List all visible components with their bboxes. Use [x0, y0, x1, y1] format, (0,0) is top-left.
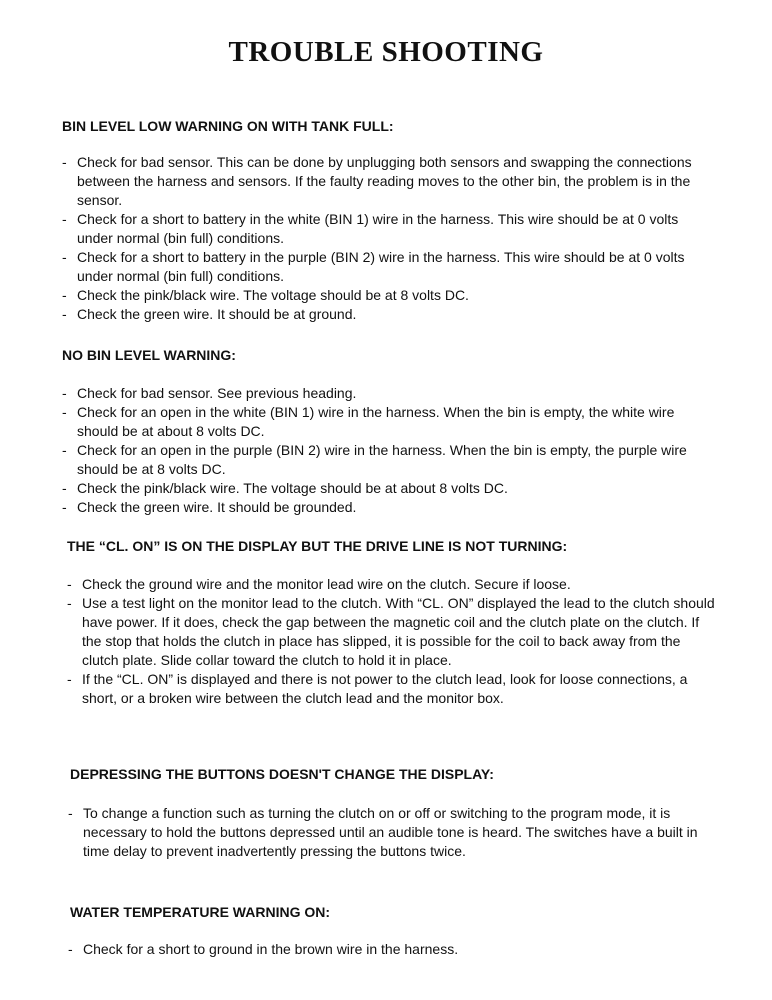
section-list-buttons — [68, 804, 718, 861]
list-item: - If the “CL. ON” is displayed and there is not power to the clutch lead, look for loose connections, a short, or a broken wire between the clutch lead and the monitor box. — [67, 670, 717, 708]
section-heading-water-temperature: WATER TEMPERATURE WARNING ON: — [70, 904, 331, 920]
list-item: - Check for a short to battery in the white (BIN 1) wire in the harness. This wire should be at 0 volts under normal (bin full) conditions. — [62, 210, 712, 248]
list-item: - Check for an open in the white (BIN 1) wire in the harness. When the bin is empty, the white wire should be at about 8 volts DC. — [62, 403, 712, 441]
list-item: - To change a function such as turning the clutch on or off or switching to the program mode, it is necessary to hold the buttons depressed until an audible tone is heard. The switches have a built in time delay to prevent inadvertently pressing the buttons twice. — [68, 804, 718, 861]
list-item: - Check the ground wire and the monitor lead wire on the clutch. Secure if loose. — [67, 575, 717, 594]
list-item: - Check the green wire. It should be grounded. — [62, 498, 712, 517]
section-list-no-bin-level — [62, 384, 712, 517]
list-item: - Use a test light on the monitor lead to the clutch. With “CL. ON” displayed the lead to the clutch should have power. If it does, check the gap between the magnetic coil and the clutch plate on the clutch. If the stop that holds the clutch in place has slipped, it is possible for the coil to back away from the clutch plate. Slide collar toward the clutch to hold it in place. — [67, 594, 717, 670]
list-item: - Check the pink/black wire. The voltage should be at 8 volts DC. — [62, 286, 712, 305]
list-item: - Check for a short to battery in the purple (BIN 2) wire in the harness. This wire should be at 0 volts under normal (bin full) conditions. — [62, 248, 712, 286]
page-title: TROUBLE SHOOTING — [228, 36, 544, 68]
list-item: - Check for bad sensor. See previous heading. — [62, 384, 712, 403]
section-heading-clutch-on: THE “CL. ON” IS ON THE DISPLAY BUT THE DRIVE LINE IS NOT TURNING: — [67, 538, 568, 554]
list-item: - Check for bad sensor. This can be done by unplugging both sensors and swapping the connections between the harness and sensors. If the faulty reading moves to the other bin, the problem is in the sensor. — [62, 153, 712, 210]
section-list-clutch-on — [67, 575, 717, 708]
section-heading-buttons: DEPRESSING THE BUTTONS DOESN'T CHANGE THE DISPLAY: — [70, 766, 494, 782]
list-item: - Check the green wire. It should be at ground. — [62, 305, 712, 324]
section-list-water-temperature — [68, 940, 718, 959]
section-heading-bin-level-low: BIN LEVEL LOW WARNING ON WITH TANK FULL: — [62, 118, 394, 134]
list-item: - Check for an open in the purple (BIN 2) wire in the harness. When the bin is empty, the purple wire should be at 8 volts DC. — [62, 441, 712, 479]
list-item: - Check for a short to ground in the brown wire in the harness. — [68, 940, 718, 959]
section-heading-no-bin-level: NO BIN LEVEL WARNING: — [62, 347, 236, 363]
section-list-bin-level-low — [62, 153, 712, 324]
list-item: - Check the pink/black wire. The voltage should be at about 8 volts DC. — [62, 479, 712, 498]
